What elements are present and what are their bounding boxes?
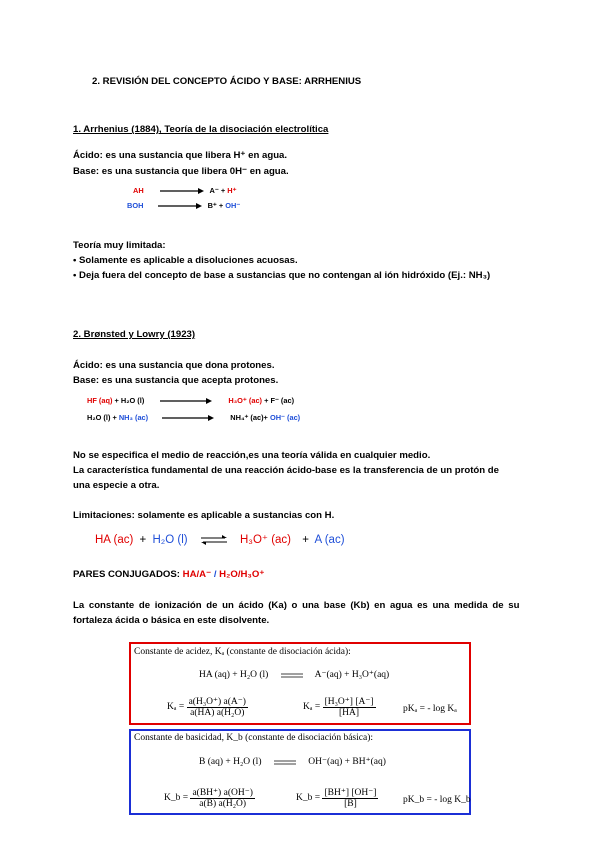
ka-label: Kₐ =	[303, 702, 321, 713]
fraction-denominator: a(HA) a(H₂O)	[190, 708, 245, 718]
bronsted-acid-definition: Ácido: es una sustancia que dona protones.	[73, 360, 275, 371]
eq-product: OH⁻ (ac)	[269, 413, 301, 422]
eq-reactant: H₂O (l) +	[87, 413, 117, 422]
limit-item: • Deja fuera del concepto de base a sustancias que no contengan al ión hidróxido (Ej.: NH₃)	[73, 270, 491, 281]
base-constant-box	[129, 729, 471, 815]
fraction-denominator: a(B) a(H₂O)	[199, 799, 247, 809]
kb-activity-expression	[164, 787, 255, 809]
kb-concentration-expression	[296, 787, 378, 809]
arrhenius-equation-base	[127, 201, 240, 210]
acid-box-title: Constante de acidez, Kₐ (constante de disociación ácida):	[134, 647, 351, 657]
reaction-arrow-icon	[160, 187, 204, 195]
acid-constant-box	[129, 642, 471, 725]
bronsted-equation-1	[87, 396, 294, 405]
fraction-denominator: [B]	[344, 799, 357, 809]
bronsted-note: No se especifica el medio de reacción,es una teoría válida en cualquier medio.	[73, 450, 431, 461]
pair-separator: /	[213, 569, 217, 580]
pka-formula: pKₐ = - log Kₐ	[403, 704, 457, 714]
arrhenius-base-definition: Base: es una sustancia que libera 0H⁻ en agua.	[73, 166, 289, 177]
conjugate-pairs	[73, 569, 264, 580]
eq-reactant: HA (ac)	[95, 534, 134, 546]
ka-concentration-expression	[303, 696, 376, 718]
fraction-numerator: a(BH⁺) a(OH⁻)	[192, 788, 253, 798]
arrhenius-equation-acid	[133, 186, 236, 195]
eq-reactant: BOH	[127, 201, 144, 210]
eq-plus: +	[218, 201, 224, 210]
fraction-denominator: [HA]	[339, 708, 360, 718]
limit-item: • Solamente es aplicable a disoluciones acuosas.	[73, 255, 298, 266]
bronsted-general-equation	[95, 532, 345, 546]
eq-reactant: AH	[133, 186, 144, 195]
ionization-text: La constante de ionización de un ácido (Ka) o una base (Kb) en agua es una medida de su	[73, 600, 520, 611]
arrhenius-acid-definition: Ácido: es una sustancia que libera H⁺ en agua.	[73, 150, 288, 161]
reaction-right: A⁻(aq) + H₃O⁺(aq)	[314, 670, 390, 680]
equilibrium-arrow-icon	[274, 758, 296, 766]
eq-product: A (ac)	[314, 534, 345, 546]
eq-product: OH⁻	[225, 201, 241, 210]
fraction-numerator: [BH⁺] [OH⁻]	[324, 788, 377, 798]
equilibrium-arrow-icon	[201, 535, 227, 545]
kb-fraction	[190, 787, 254, 809]
kb-fraction	[322, 787, 378, 809]
eq-product: B⁺	[207, 201, 217, 210]
ka-fraction	[187, 696, 248, 718]
bronsted-limitations: Limitaciones: solamente es aplicable a sustancias con H.	[73, 510, 335, 521]
base-reaction	[199, 756, 386, 767]
bronsted-note: una especie a otra.	[73, 480, 160, 491]
eq-product: + F⁻ (ac)	[264, 396, 295, 405]
eq-product: A⁻	[209, 186, 219, 195]
eq-product: NH₄⁺ (ac)+	[230, 413, 268, 422]
reaction-left: B (aq) + H₂O (l)	[199, 757, 262, 767]
acid-reaction	[199, 669, 389, 680]
acid-pair: HA/A⁻	[182, 569, 212, 580]
eq-product: H₃O⁺ (ac)	[228, 396, 263, 405]
kb-label: K_b =	[296, 793, 321, 804]
arrhenius-title: 1. Arrhenius (1884), Teoría de la disociación electrolítica	[73, 124, 329, 135]
eq-plus: +	[220, 186, 226, 195]
eq-plus: +	[302, 534, 309, 546]
eq-plus: +	[139, 534, 147, 546]
ka-activity-expression	[167, 696, 248, 718]
fraction-numerator: a(H₃O⁺) a(A⁻)	[188, 697, 246, 707]
pkb-formula: pK_b = - log K_b	[403, 795, 471, 805]
ka-fraction	[323, 696, 376, 718]
eq-product: H₃O⁺ (ac)	[240, 534, 292, 546]
bronsted-base-definition: Base: es una sustancia que acepta protones.	[73, 375, 279, 386]
limits-title: Teoría muy limitada:	[73, 240, 166, 251]
eq-reactant: NH₃ (ac)	[118, 413, 149, 422]
fraction-numerator: [H₃O⁺] [A⁻]	[324, 697, 374, 707]
reaction-left: HA (aq) + H₂O (l)	[199, 670, 269, 680]
base-box-title: Constante de basicidad, K_b (constante de disociación básica):	[134, 733, 374, 743]
reaction-right: OH⁻(aq) + BH⁺(aq)	[308, 757, 386, 767]
reaction-arrow-icon	[162, 414, 214, 422]
eq-reactant: H₂O (l)	[152, 534, 188, 546]
page-heading: 2. REVISIÓN DEL CONCEPTO ÁCIDO Y BASE: ARRHENIUS	[92, 76, 362, 87]
water-pair: H₂O/H₃O⁺	[219, 569, 265, 580]
bronsted-note: La característica fundamental de una reacción ácido-base es la transferencia de un protón de	[73, 465, 499, 476]
bronsted-equation-2	[87, 413, 300, 422]
eq-product: H⁺	[227, 186, 237, 195]
reaction-arrow-icon	[158, 202, 202, 210]
eq-reactant: HF (aq)	[87, 396, 113, 405]
ionization-text: fortaleza ácida o básica en este disolvente.	[73, 615, 270, 626]
reaction-arrow-icon	[160, 397, 212, 405]
ka-label: Kₐ =	[167, 702, 185, 713]
pairs-label: PARES CONJUGADOS:	[73, 569, 180, 580]
equilibrium-arrow-icon	[281, 671, 303, 679]
eq-reactant: + H₂O (l)	[114, 396, 145, 405]
bronsted-title: 2. Brønsted y Lowry (1923)	[73, 329, 196, 340]
kb-label: K_b =	[164, 793, 189, 804]
